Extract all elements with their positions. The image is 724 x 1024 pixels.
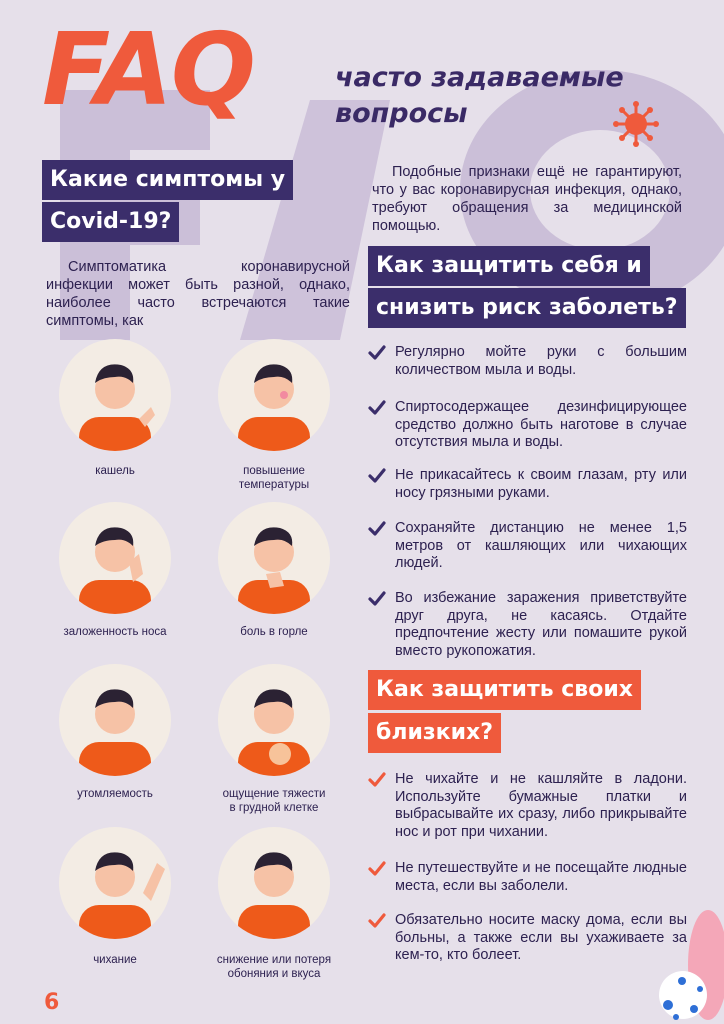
page-number: 6 bbox=[44, 990, 60, 1015]
symptom-label: боль в горле bbox=[240, 626, 308, 638]
protect-others-heading-line1: Как защитить своих bbox=[368, 670, 641, 710]
checkmark-icon bbox=[368, 771, 386, 789]
nasal-congestion-illustration bbox=[59, 502, 171, 614]
symptom-label: кашель bbox=[95, 465, 135, 477]
checkmark-icon bbox=[368, 590, 386, 608]
sore-throat-illustration bbox=[218, 502, 330, 614]
symptom-label: заложенность носа bbox=[63, 626, 167, 638]
symptoms-heading-line2: Covid-19? bbox=[42, 202, 179, 242]
checkmark-icon bbox=[368, 344, 386, 362]
fatigue-illustration bbox=[59, 664, 171, 776]
faq-heading: FAQ bbox=[42, 11, 254, 128]
virus-icon bbox=[612, 100, 660, 148]
symptom-label: повышение температуры bbox=[238, 465, 310, 491]
checkmark-icon bbox=[368, 912, 386, 930]
checkmark-icon bbox=[368, 520, 386, 538]
fever-illustration bbox=[218, 339, 330, 451]
protect-self-heading-line1: Как защитить себя и bbox=[368, 246, 650, 286]
soap-bubbles-decoration bbox=[648, 905, 724, 1024]
loss-of-smell-illustration bbox=[218, 827, 330, 939]
checkmark-icon bbox=[368, 399, 386, 417]
cough-illustration bbox=[59, 339, 171, 451]
protect-self-heading-line2: снизить риск заболеть? bbox=[368, 288, 686, 328]
symptom-label: утомляемость bbox=[77, 788, 153, 800]
chest-heaviness-illustration bbox=[218, 664, 330, 776]
faq-subtitle-line2: вопросы bbox=[335, 98, 468, 129]
warning-note: Подобные признаки ещё не гарантируют, что у вас коронавирусная инфекция, однако, требуют обращения за медицинской помощью. bbox=[372, 164, 682, 234]
symptom-label: снижение или потеря обоняния и вкуса bbox=[216, 954, 332, 980]
symptom-label: чихание bbox=[93, 954, 137, 966]
checkmark-icon bbox=[368, 467, 386, 485]
symptom-label: ощущение тяжести в грудной клетке bbox=[222, 788, 326, 814]
symptoms-intro: Симптоматика коронавирусной инфекции может быть разной, однако, наиболее часто встречаются такие симптомы, как bbox=[46, 259, 350, 329]
sneezing-illustration bbox=[59, 827, 171, 939]
checkmark-icon bbox=[368, 860, 386, 878]
protect-others-heading-line2: близких? bbox=[368, 713, 501, 753]
symptoms-heading-line1: Какие симптомы у bbox=[42, 160, 293, 200]
faq-subtitle-line1: часто задаваемые bbox=[335, 62, 624, 93]
